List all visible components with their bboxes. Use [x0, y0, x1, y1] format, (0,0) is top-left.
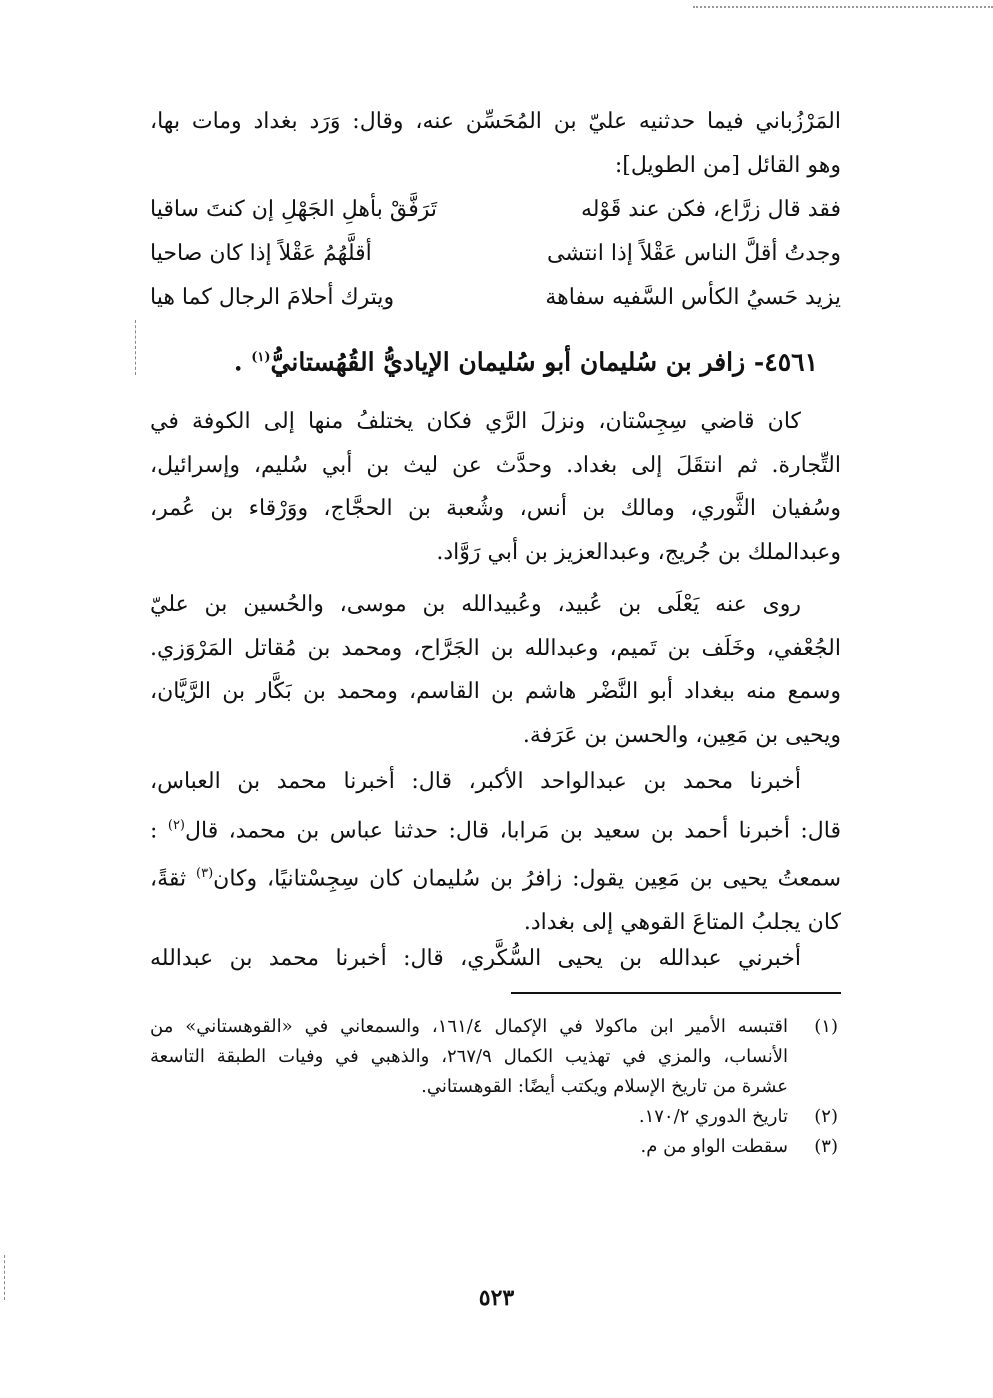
footnote-number: (٢)	[814, 1106, 838, 1127]
footnote-line: سقطت الواو من م.	[640, 1136, 788, 1157]
footnote-text	[150, 1132, 788, 1162]
paragraph	[150, 583, 841, 757]
poem-verse	[150, 276, 841, 320]
paragraph-line: كان قاضي سِجِسْتان، ونزلَ الرَّي فكان يختلفُ منها إلى الكوفة في	[150, 409, 801, 434]
scan-edge-mark	[693, 6, 993, 8]
footnote	[150, 1132, 838, 1162]
verse-first-hemistich: وجدتُ أقلَّ الناس عَقْلاً إذا انتشى	[547, 241, 841, 266]
verse-second-hemistich: أقلَّهُمُ عَقْلاً إذا كان صاحيا	[150, 241, 372, 266]
footnote-number: (١)	[814, 1016, 838, 1037]
paragraph	[150, 760, 841, 945]
verse-first-hemistich: يزيد حَسيُ الكأس السَّفيه سفاهة	[545, 285, 841, 310]
footnote	[150, 1102, 838, 1132]
footnote-ref[interactable]: (٣)	[196, 866, 214, 882]
footnote-line: تاريخ الدوري ١٧٠/٢.	[638, 1106, 788, 1127]
poem	[150, 188, 841, 320]
entry-heading: ٤٥٦١- زافر بن سُليمان أبو سُليمان الإياديُّ القُهُستانيُّ$^{(١)}$ .	[233, 347, 818, 377]
footnote-text	[150, 1102, 788, 1132]
intro-line-2: وهو القائل [من الطويل]:	[614, 153, 841, 178]
footnote-line: الأنساب، والمزي في تهذيب الكمال ٢٦٧/٩، والذهبي في وفيات الطبقة التاسعة	[150, 1046, 788, 1067]
page-number: ٥٢٣	[478, 1285, 515, 1311]
footnote	[150, 1012, 838, 1102]
paragraph-line: التِّجارة. ثم انتقَلَ إلى بغداد. وحدَّث عن ليث بن أبي سُليم، وإسرائيل،	[150, 452, 841, 478]
paragraph-line: سمعتُ يحيى بن مَعِين يقول: زافرُ بن سُليمان كان سِجِسْتانيًا، وكان$^{(٣)}$ ثقةً،	[150, 866, 841, 892]
poem-verse	[150, 232, 841, 276]
paragraph-line: أخبرنا محمد بن عبدالواحد الأكبر، قال: أخبرنا محمد بن العباس،	[150, 769, 801, 794]
footnote-line: عشرة من تاريخ الإسلام ويكتب أيضًا: القوهستاني.	[421, 1076, 788, 1097]
footnote-separator	[511, 992, 841, 994]
paragraph-line: وسُفيان الثَّوري، ومالك بن أنس، وشُعبة بن الحجَّاج، ووَرْقاء بن عُمر،	[150, 496, 841, 521]
footnotes	[150, 1012, 838, 1162]
footnote-line: اقتبسه الأمير ابن ماكولا في الإكمال ١٦١/٤، والسمعاني في «القوهستاني» من	[150, 1016, 788, 1037]
intro-line-1: المَرْزُباني فيما حدثنيه عليّ بن المُحَسِّن عنه، وقال: وَرَد بغداد ومات بها،	[150, 109, 841, 134]
paragraph-line: وسمع منه ببغداد أبو النَّضْر هاشم بن القاسم، ومحمد بن بَكَّار بن الرَّيَّان،	[150, 679, 841, 704]
intro-text	[150, 100, 841, 188]
paragraph-line: وعبدالملك بن جُريج، وعبدالعزيز بن أبي رَوَّاد.	[436, 539, 841, 565]
footnote-number: (٣)	[814, 1136, 838, 1157]
paragraph-line: روى عنه يَعْلَى بن عُبيد، وعُبيدالله بن موسى، والحُسين بن عليّ	[150, 592, 801, 617]
paragraph-line: الجُعْفي، وخَلَف بن تَميم، وعبدالله بن الجَرَّاح، ومحمد بن مُقاتل المَرْوَزي.	[150, 635, 841, 661]
poem-verse	[150, 188, 841, 232]
footnote-text	[150, 1012, 788, 1102]
verse-first-hemistich: فقد قال زرَّاع، فكن عند قَوْله	[580, 197, 841, 222]
paragraph	[150, 937, 841, 981]
paragraph-line: أخبرني عبدالله بن يحيى السُّكَّري، قال: أخبرنا محمد بن عبدالله	[150, 946, 801, 971]
paragraph-line: ويحيى بن مَعِين، والحسن بن عَرَفة.	[522, 722, 841, 748]
verse-second-hemistich: ويترك أحلامَ الرجال كما هيا	[150, 285, 395, 310]
verse-second-hemistich: تَرَفَّقْ بأهلِ الجَهْلِ إن كنتَ ساقيا	[150, 197, 437, 222]
entry-heading-text: ٤٥٦١- زافر بن سُليمان أبو سُليمان الإياديُّ القُهُستانيُّ	[270, 347, 818, 377]
paragraph-line: كان يجلبُ المتاعَ القوهي إلى بغداد.	[523, 910, 841, 936]
paragraph-line: قال: أخبرنا أحمد بن سعيد بن مَرابا، قال: حدثنا عباس بن محمد، قال$^{(٢)}$ :	[150, 817, 841, 843]
paragraph	[150, 400, 841, 574]
scan-margin-mark	[135, 320, 136, 375]
footnote-ref[interactable]: (٢)	[167, 817, 185, 833]
footnote-ref[interactable]: (١)	[251, 350, 271, 365]
